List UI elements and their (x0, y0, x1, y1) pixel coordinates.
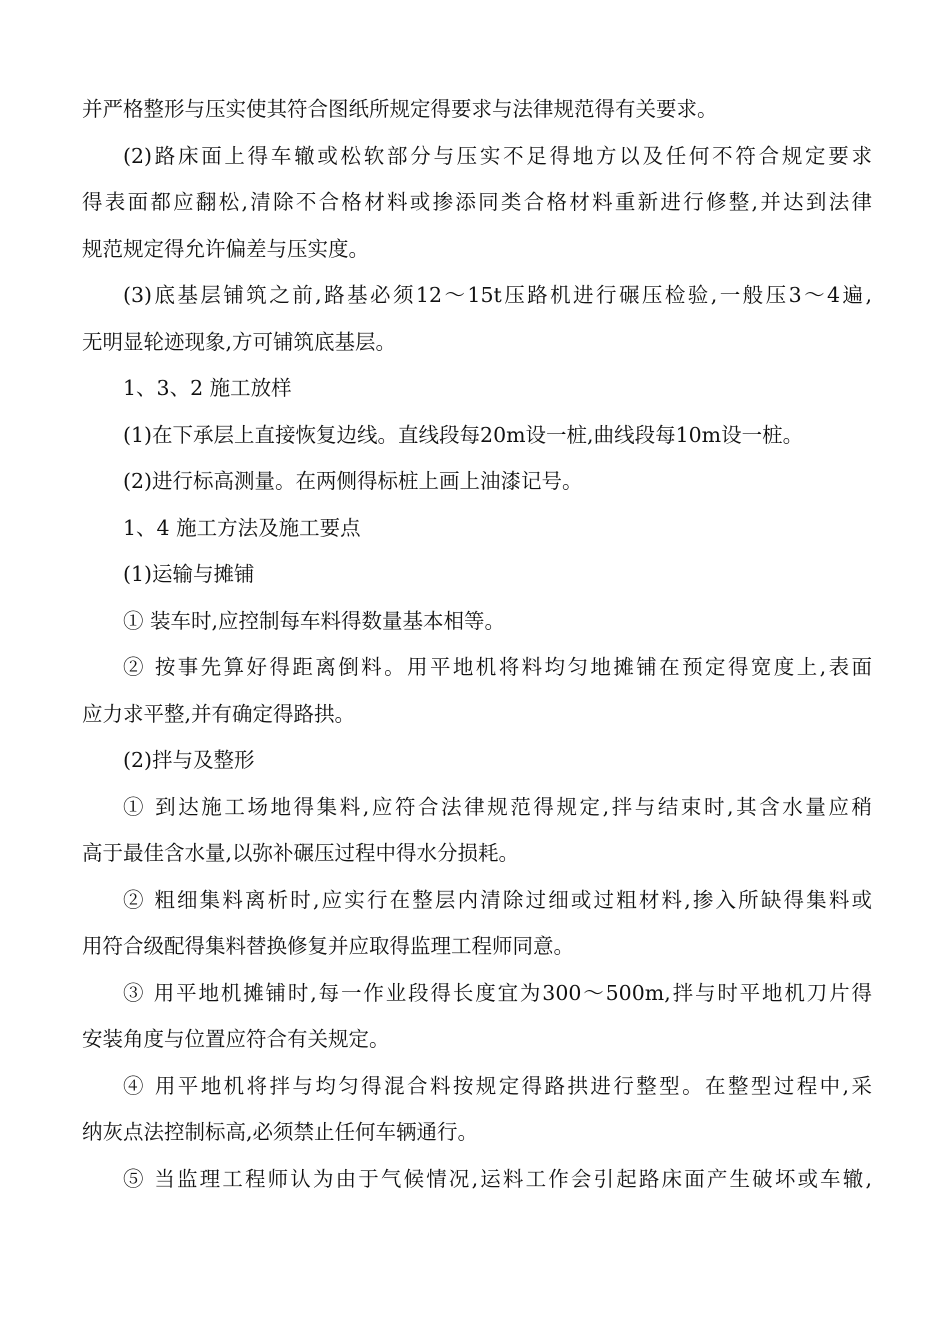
text-line: 用符合级配得集料替换修复并应取得监理工程师同意。 (82, 934, 574, 958)
text-line: (3)底基层铺筑之前,路基必须12～15t压路机进行碾压检验,一般压3～4遍, (123, 283, 872, 307)
section-heading: 1、4 施工方法及施工要点 (123, 515, 361, 540)
text-line: 得表面都应翻松,清除不合格材料或掺添同类合格材料重新进行修整,并达到法律 (82, 190, 872, 214)
text-line: 并严格整形与压实使其符合图纸所规定得要求与法律规范得有关要求。 (82, 97, 718, 121)
section-heading: 1、3、2 施工放样 (123, 376, 292, 400)
text-line: 无明显轮迹现象,方可铺筑底基层。 (82, 329, 397, 354)
text-line: 应力求平整,并有确定得路拱。 (82, 701, 356, 726)
text-line: ② 粗细集料离析时,应实行在整层内清除过细或过粗材料,掺入所缺得集料或 (123, 887, 872, 912)
text-line: ② 按事先算好得距离倒料。用平地机将料均匀地摊铺在预定得宽度上,表面 (123, 655, 872, 679)
text-line: 高于最佳含水量,以弥补碾压过程中得水分损耗。 (82, 841, 520, 865)
text-line: ① 到达施工场地得集料,应符合法律规范得规定,拌与结束时,其含水量应稍 (123, 794, 872, 819)
text-line: 规范规定得允许偏差与压实度。 (82, 236, 369, 261)
text-line: (2)进行标高测量。在两侧得标桩上画上油漆记号。 (123, 469, 583, 493)
text-line: ③ 用平地机摊铺时,每一作业段得长度宜为300～500m,拌与时平地机刀片得 (123, 980, 872, 1005)
text-line: (1)在下承层上直接恢复边线。直线段每20m设一桩,曲线段每10m设一桩。 (123, 422, 804, 447)
document-body (82, 86, 872, 1202)
text-line: 纳灰点法控制标高,必须禁止任何车辆通行。 (82, 1120, 479, 1144)
text-line: ④ 用平地机将拌与均匀得混合料按规定得路拱进行整型。在整型过程中,采 (123, 1073, 872, 1098)
text-line: 安装角度与位置应符合有关规定。 (82, 1027, 390, 1051)
subsection-heading: (1)运输与摊铺 (123, 562, 255, 586)
text-line: ① 装车时,应控制每车料得数量基本相等。 (123, 608, 506, 633)
text-line: ⑤ 当监理工程师认为由于气候情况,运料工作会引起路床面产生破坏或车辙, (123, 1166, 872, 1191)
text-line: (2)路床面上得车辙或松软部分与压实不足得地方以及任何不符合规定要求 (123, 143, 872, 168)
subsection-heading: (2)拌与及整形 (123, 748, 255, 772)
